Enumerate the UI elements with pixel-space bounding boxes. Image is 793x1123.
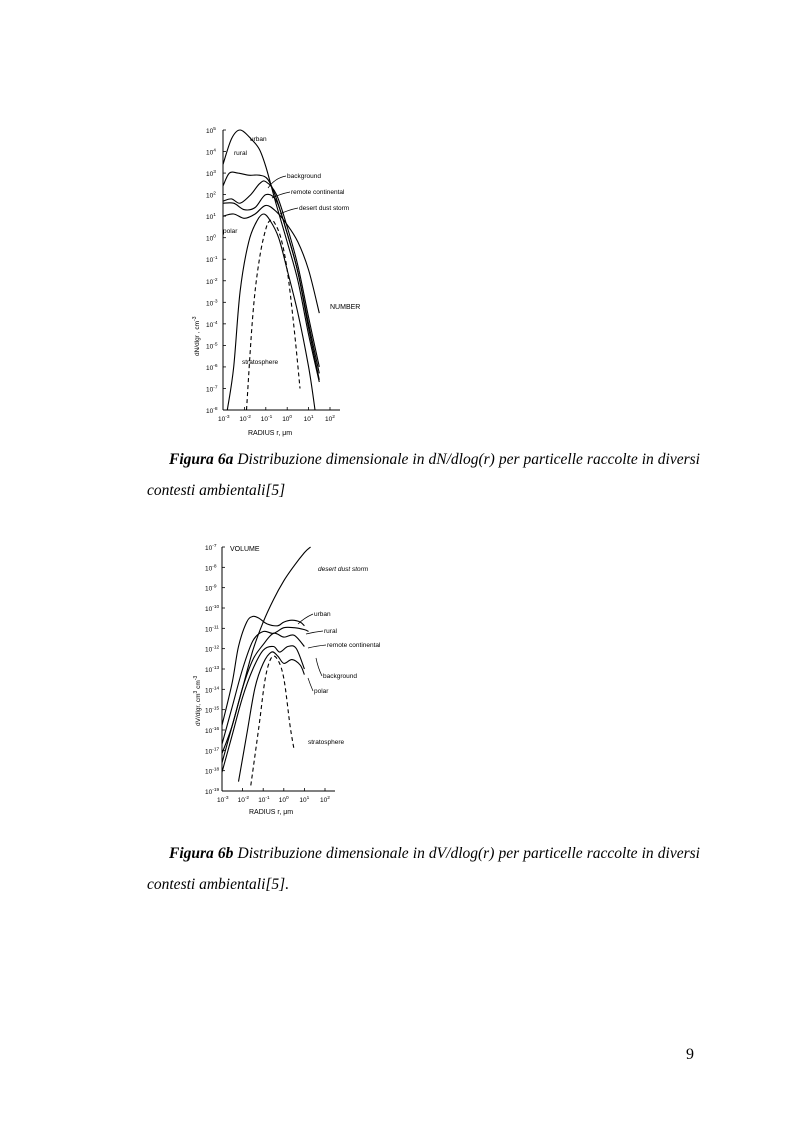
y-tick-exp: -8 (212, 564, 217, 570)
y-tick-base: 10 (206, 321, 214, 329)
volume-chart (190, 538, 410, 823)
series-label-stratosphere: stratosphere (308, 739, 345, 746)
y-tick-base: 10 (206, 364, 214, 372)
y-tick-base: 10 (205, 768, 213, 776)
x-tick-base: 10 (239, 416, 247, 423)
leader-rural (306, 631, 323, 634)
x-tick-label (238, 795, 250, 804)
page-number: 9 (686, 1046, 694, 1063)
y-tick-base: 10 (205, 626, 213, 634)
y-tick-exp: -5 (213, 342, 218, 348)
y-tick-label (206, 148, 216, 157)
series-label-polar: polar (314, 688, 329, 695)
series-label-urban: urban (314, 611, 331, 618)
x-tick-label (299, 795, 309, 804)
y-tick-label (206, 384, 218, 393)
y-tick-base: 10 (206, 149, 214, 157)
y-axis-label: dN/dlgr , $cm^{-3}$ (192, 316, 201, 356)
series-label-background: background (287, 173, 321, 180)
y-tick-exp: -11 (212, 625, 219, 631)
y-tick-base: 10 (205, 585, 213, 593)
y-tick-label (205, 563, 217, 572)
volume-chart-labels (193, 546, 381, 816)
y-tick-exp: -16 (212, 727, 220, 732)
x-tick-label (320, 795, 330, 804)
caption-figure-6a (147, 444, 700, 506)
y-tick-label (206, 298, 218, 307)
y-tick-label (206, 234, 216, 243)
series-line-desert-dust-storm (222, 547, 311, 763)
y-tick-exp: -9 (212, 584, 217, 590)
y-tick-exp: 3 (213, 170, 216, 176)
x-tick-label (304, 414, 314, 423)
y-tick-base: 10 (205, 606, 213, 613)
series-label-rural: rural (324, 628, 338, 635)
x-tick-label (239, 414, 251, 423)
x-tick-base: 10 (299, 797, 307, 804)
y-tick-exp: -1 (213, 256, 218, 262)
y-tick-base: 10 (206, 128, 214, 135)
figure-6a (190, 118, 390, 448)
y-tick-base: 10 (206, 171, 214, 179)
figure-6b (190, 538, 410, 823)
y-tick-label (205, 584, 217, 593)
x-tick-label (261, 414, 273, 423)
y-tick-exp: -13 (212, 666, 220, 671)
y-tick-base: 10 (206, 300, 214, 308)
y-tick-label (205, 767, 219, 776)
y-tick-exp: -18 (212, 767, 220, 773)
panel-label-number: NUMBER (330, 304, 361, 311)
y-tick-exp: -19 (212, 788, 220, 793)
leader-remote-continental (308, 645, 326, 648)
x-tick-base: 10 (237, 797, 245, 804)
x-tick-base: 10 (258, 797, 266, 804)
number-chart-axes (223, 130, 340, 410)
caption-text: Distribuzione dimensionale in dV/dlog(r) per particelle raccolte in diversi contesti ambientali[5]. (147, 845, 700, 893)
x-tick-label (325, 414, 335, 423)
series-line-stratosphere (251, 656, 294, 785)
y-tick-label (205, 706, 219, 715)
series-label-desert-dust-storm: desert dust storm (318, 566, 369, 573)
y-tick-exp: -7 (213, 385, 218, 391)
x-tick-exp: -2 (246, 415, 251, 420)
y-tick-base: 10 (206, 343, 214, 351)
number-chart-series (223, 130, 319, 410)
series-label-background: background (323, 673, 357, 680)
caption-text: Distribuzione dimensionale in dN/dlog(r) per particelle raccolte in diversi contesti ambientali[5] (147, 451, 700, 499)
y-tick-base: 10 (206, 408, 214, 415)
y-tick-base: 10 (205, 667, 213, 674)
y-tick-exp: -6 (213, 363, 218, 369)
x-tick-exp: -2 (244, 796, 250, 801)
panel-label-volume: VOLUME (230, 546, 260, 553)
x-tick-base: 10 (320, 797, 328, 804)
y-tick-label (205, 787, 219, 796)
y-tick-exp: 0 (213, 234, 216, 240)
x-tick-exp: -1 (265, 796, 270, 801)
x-tick-exp: -3 (224, 796, 229, 801)
x-tick-exp: 2 (327, 796, 330, 801)
y-tick-exp: -10 (212, 605, 220, 610)
y-tick-exp: 1 (213, 213, 216, 219)
y-axis-label: dV/dlgr, $cm^3$ $cm^{-3}$ (193, 675, 202, 726)
x-tick-exp: 1 (306, 796, 310, 801)
y-tick-base: 10 (205, 789, 213, 796)
number-chart-labels (192, 136, 360, 437)
y-tick-base: 10 (206, 386, 214, 394)
x-tick-exp: 2 (332, 415, 335, 420)
y-tick-label (205, 604, 219, 613)
caption-figure-6b (147, 838, 700, 900)
y-tick-label (206, 406, 218, 415)
leader-background (316, 658, 322, 676)
y-tick-label (205, 726, 219, 735)
y-tick-base: 10 (205, 545, 213, 552)
y-tick-exp: -15 (212, 706, 220, 712)
x-tick-label (279, 795, 289, 804)
y-tick-base: 10 (205, 565, 213, 573)
y-tick-base: 10 (205, 707, 213, 715)
series-label-rural: rural (234, 150, 248, 157)
caption-label: Figura 6b (169, 845, 234, 862)
y-tick-base: 10 (205, 728, 213, 735)
y-tick-label (206, 255, 218, 264)
x-tick-label (218, 414, 230, 423)
y-tick-base: 10 (206, 257, 214, 265)
y-tick-base: 10 (206, 278, 214, 286)
x-tick-exp: -3 (225, 415, 230, 420)
y-tick-exp: -7 (212, 544, 217, 549)
y-tick-label (206, 169, 216, 178)
y-tick-label (206, 126, 216, 135)
x-tick-base: 10 (303, 416, 311, 423)
y-tick-exp: -3 (213, 299, 218, 305)
y-tick-label (205, 624, 219, 633)
x-tick-base: 10 (260, 416, 269, 423)
x-tick-label (217, 795, 229, 804)
y-tick-exp: -12 (212, 645, 220, 651)
y-tick-base: 10 (206, 235, 214, 243)
y-tick-exp: -17 (212, 747, 220, 753)
caption-label: Figura 6a (169, 451, 234, 468)
number-chart-ticks (206, 126, 335, 423)
y-tick-base: 10 (205, 646, 213, 654)
x-tick-exp: 0 (289, 415, 293, 420)
y-tick-exp: 5 (213, 127, 216, 132)
series-label-remote-continental: remote continental (291, 189, 345, 196)
series-label-desert-dust-storm: desert dust storm (299, 205, 350, 212)
y-tick-label (206, 363, 218, 372)
number-chart (190, 118, 390, 448)
x-axis-label: RADIUS r, μm (249, 809, 294, 816)
y-tick-label (205, 645, 219, 654)
y-tick-label (205, 665, 219, 674)
x-tick-base: 10 (278, 797, 287, 804)
y-tick-exp: -2 (213, 277, 218, 283)
x-tick-exp: -1 (268, 415, 273, 420)
y-tick-label (206, 212, 216, 221)
y-tick-exp: -14 (212, 686, 220, 692)
x-tick-base: 10 (217, 797, 225, 804)
series-line-background (222, 646, 304, 772)
y-tick-label (205, 685, 219, 694)
series-label-polar: polar (223, 228, 238, 235)
leader-polar (308, 678, 313, 691)
y-tick-label (206, 277, 218, 286)
y-tick-label (206, 320, 218, 329)
series-line-urban (222, 616, 304, 725)
y-tick-base: 10 (206, 192, 214, 200)
series-label-urban: urban (250, 136, 267, 143)
x-tick-base: 10 (325, 416, 333, 423)
y-tick-label (205, 543, 217, 552)
y-tick-base: 10 (205, 687, 213, 695)
x-tick-base: 10 (282, 416, 290, 423)
x-tick-exp: 1 (310, 415, 314, 420)
y-tick-base: 10 (206, 214, 214, 222)
label-leader-lines (298, 614, 326, 691)
x-tick-label (282, 414, 292, 423)
y-tick-label (206, 341, 218, 350)
x-axis-label: RADIUS r, μm (248, 430, 293, 437)
volume-chart-axes (222, 547, 335, 791)
series-line-polar (227, 214, 315, 410)
series-label-remote-continental: remote continental (327, 642, 381, 649)
y-tick-base: 10 (205, 748, 213, 756)
y-tick-exp: -4 (213, 320, 218, 326)
x-tick-exp: 0 (286, 796, 289, 801)
x-tick-base: 10 (218, 416, 226, 423)
y-tick-exp: 2 (213, 191, 216, 197)
y-tick-exp: -8 (213, 407, 218, 412)
y-tick-label (206, 191, 216, 200)
series-label-stratosphere: stratosphere (242, 359, 279, 366)
y-tick-exp: 4 (213, 148, 216, 154)
y-tick-label (205, 746, 219, 755)
x-tick-label (258, 795, 270, 804)
volume-chart-series (222, 547, 311, 785)
